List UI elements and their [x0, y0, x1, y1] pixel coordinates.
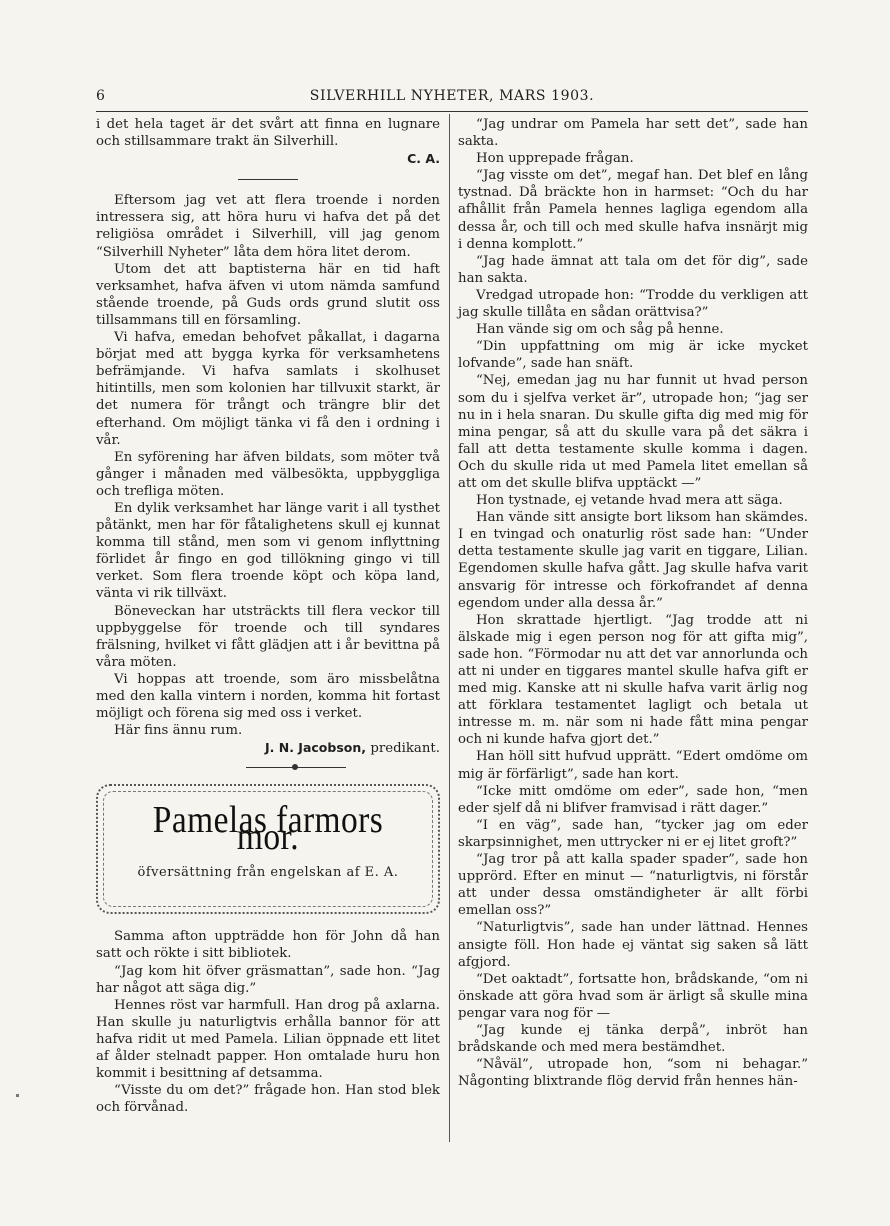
article-paragraph: Vi hafva, emedan behofvet påkallat, i dagarna börjat med att bygga kyrka för verksamhetens befrämjande. Vi hafva samlats i skolhuset hitintills, men som kolonien har tillvuxit starkt, är det numera för trångt och trängre blir det efterhand. Om möjligt tänka vi få den i ordning i vår. [96, 330, 440, 448]
story-paragraph: “Naturligtvis”, sade han under lättnad. Hennes ansigte föll. Hon hade ej väntat sig saken så lätt afgjord. [458, 920, 808, 970]
story-paragraph: Hon tystnade, ej vetande hvad mera att säga. [476, 493, 783, 509]
story-paragraph: “Din uppfattning om mig är icke mycket lofvande”, sade han snäft. [458, 339, 808, 372]
rule-dot [292, 764, 298, 770]
story-paragraph: Hon skrattade hjertligt. “Jag trodde att ni älskade mig i egen person nog för att gifta mig”, sade hon. “Förmodar nu att det var annorlunda och att ni under en tiggares mantel skulle hafva gift er med mig. Kanske att ni skulle hafva varit ärlig nog att förklara testamentet lagligt och betala ut intresse m. m. när som ni hade fått mina pengar och ni kunde hafva gjort det.” [458, 612, 808, 748]
page-header [96, 88, 808, 110]
story-subtitle: öfversättning från engelskan af E. A. [137, 865, 399, 881]
article-paragraph: Utom det att baptisterna här en tid haft verksamhet, hafva äfven vi utom nämda samfund stående troende, på Guds ords grund slutit oss tillsammans till en församling. [96, 261, 440, 328]
article-paragraph: En syförening har äfven bildats, som möter två gånger i månaden med välbesökta, uppbyggliga och trefliga möten. [96, 449, 440, 499]
dotted-rule [246, 767, 346, 768]
article-paragraph: Böneveckan har utsträckts till flera veckor till uppbyggelse för troende och till syndares frälsning, hvilket vi fått glädjen att i år bevittna på våra möten. [96, 603, 440, 670]
continued-paragraph: i det hela taget är det svårt att finna en lugnare och stillsammare trakt än Silverhill. [96, 117, 440, 150]
header-rule [96, 111, 808, 112]
story-paragraph: “Visste du om det?” frågade hon. Han stod blek och förvånad. [96, 1083, 440, 1116]
story-paragraph: “Jag tror på att kalla spader spader”, sade hon upprörd. Efter en minut — “naturligtvis, ni förstår att under dessa omständigheter är allt förbi emellan oss?” [458, 852, 808, 919]
article-paragraph: Vi hoppas att troende, som äro missbelåtna med den kalla vintern i norden, komma hit fortast möjligt och förena sig med oss i verket. [96, 671, 440, 722]
story-paragraph: Han höll sitt hufvud upprätt. “Edert omdöme om mig är förfärligt”, sade han kort. [458, 749, 808, 782]
story-paragraph: Samma afton uppträdde hon för John då han satt och rökte i sitt bibliotek. [96, 929, 440, 962]
story-paragraph: “Icke mitt omdöme om eder”, sade hon, “men eder sjelf då ni blifver framvisad i rätt dager.” [458, 783, 808, 816]
right-column [458, 116, 808, 1090]
article-paragraph: En dylik verksamhet har länge varit i all tysthet påtänkt, men har för fåtalighetens skull ej kunnat komma till stånd, men som vi genom inflyttning förlidet år fingo en god tillökning gingo vi till verket. Som flera troende köpt och köpa land, vänta vi rik tillväxt. [96, 500, 440, 602]
story-paragraph: “Nåväl”, utropade hon, “som ni behagar.” Någonting blixtrande flög dervid från hennes hän- [458, 1057, 808, 1090]
story-paragraph: Vredgad utropade hon: “Trodde du verkligen att jag skulle tillåta en sådan orättvisa?” [458, 287, 808, 321]
story-paragraph: Han vände sig om och såg på henne. [476, 322, 724, 338]
column-divider [449, 114, 450, 1142]
story-paragraph: “Jag kunde ej tänka derpå”, inbröt han brådskande och med mera bestämdhet. [458, 1022, 808, 1056]
margin-speck [16, 1094, 19, 1097]
story-paragraph: “Det oaktadt”, fortsatte hon, brådskande, “om ni önskade att göra hvad som är ärligt så skulle mina pengar vara nog för — [458, 971, 808, 1021]
story-heading-box [96, 784, 440, 914]
story-paragraph: “Jag kom hit öfver gräsmattan”, sade hon. “Jag har något att säga dig.” [96, 963, 440, 996]
article-paragraph: Eftersom jag vet att flera troende i norden intressera sig, att höra huru vi hafva det på det religiösa området i Silverhill, vill jag genom “Silverhill Nyheter” låta dem höra litet derom. [96, 193, 440, 260]
story-paragraph: “Nej, emedan jag nu har funnit ut hvad person som du i sjelfva verket är”, utropade hon; “jag ser nu in i hela snaran. Du skulle gifta dig med mig för mina pengar, så att du skulle vara på det säkra i fall att detta testamente skulle komma i dagen. Och du skulle rida ut med Pamela litet emellan så att om det skulle blifva upptäckt —” [458, 373, 808, 491]
masthead-title: SILVERHILL NYHETER, MARS 1903. [309, 88, 595, 104]
article-paragraph: Här fins ännu rum. [114, 723, 243, 739]
left-column [96, 116, 440, 1116]
story-paragraph: “Jag visste om det”, megaf han. Det blef en lång tystnad. Då bräckte hon in harmset: “Och du har afhållit från Pamela hennes lagliga egendom alla dessa år, och till och med skulle hafva insnärjt mig i denna komplott.” [458, 168, 808, 252]
signature-name: J. N. Jacobson, [264, 740, 367, 756]
signature-role: predikant. [370, 741, 440, 757]
signature-ca: C. A. [407, 151, 440, 167]
story-paragraph: “I en väg”, sade han, “tycker jag om eder skarpsinnighet, men uttrycker ni er ej litet groft?” [458, 817, 808, 850]
page-number: 6 [96, 88, 106, 104]
section-rule [238, 179, 298, 180]
story-paragraph: “Jag hade ämnat att tala om det för dig”, sade han sakta. [458, 253, 808, 286]
signature-jacobson [96, 739, 440, 757]
story-title: Pamelas farmors mor. [152, 799, 384, 859]
story-paragraph: Han vände sitt ansigte bort liksom han skämdes. I en tvingad och onaturlig röst sade han: “Under detta testamente skulle jag varit en tiggare, Lilian. Egendomen skulle hafva gått. Jag skulle hafva varit ansvarig för intresse och förkofrandet af denna egendom under alla dessa år.” [458, 510, 808, 611]
story-paragraph: Hennes röst var harmfull. Han drog på axlarna. Han skulle ju naturligtvis erhålla bannor för att hafva ridit ut med Pamela. Lilian öppnade ett litet af ålder stelnadt papper. Hon omtalade huru hon kommit i besittning af detsamma. [96, 997, 440, 1082]
story-paragraph: Hon upprepade frågan. [476, 151, 634, 167]
story-paragraph: “Jag undrar om Pamela har sett det”, sade han sakta. [458, 117, 808, 150]
